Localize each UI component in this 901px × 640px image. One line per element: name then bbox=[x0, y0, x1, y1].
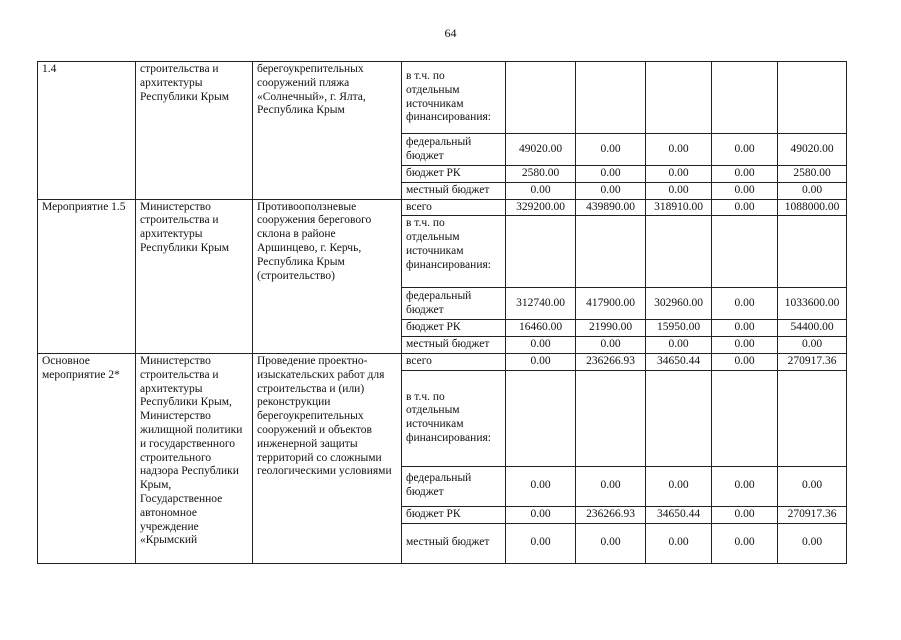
value-cell: 0.00 bbox=[778, 337, 847, 354]
object-cell: Противооползневые сооружения берегового склона в районе Аршинцево, г. Керчь, Республика Крым (строительство) bbox=[253, 199, 402, 353]
object-cell: Проведение проектно-изыскательских работ для строительства и (или) реконструкции берегоукрепительных сооружений и объектов инженерной защиты территорий со сложными геологическими условиями bbox=[253, 353, 402, 563]
measure-id: 1.4 bbox=[38, 62, 136, 200]
source-label: в т.ч. по отдельным источникам финансирования: bbox=[402, 62, 506, 134]
table-row bbox=[38, 199, 847, 216]
value-cell: 0.00 bbox=[712, 320, 778, 337]
measure-id: Мероприятие 1.5 bbox=[38, 199, 136, 353]
value-cell: 2580.00 bbox=[506, 166, 576, 183]
source-label: федеральный бюджет bbox=[402, 466, 506, 506]
value-cell: 0.00 bbox=[712, 353, 778, 370]
value-cell: 236266.93 bbox=[576, 353, 646, 370]
value-cell: 0.00 bbox=[778, 182, 847, 199]
table-row bbox=[38, 62, 847, 134]
measure-id: Основное мероприятие 2* bbox=[38, 353, 136, 563]
source-label: всего bbox=[402, 199, 506, 216]
value-cell: 0.00 bbox=[712, 182, 778, 199]
value-cell: 16460.00 bbox=[506, 320, 576, 337]
value-cell: 0.00 bbox=[506, 182, 576, 199]
value-cell: 49020.00 bbox=[506, 134, 576, 166]
source-label: в т.ч. по отдельным источникам финансирования: bbox=[402, 216, 506, 288]
value-cell: 0.00 bbox=[712, 523, 778, 563]
value-cell: 49020.00 bbox=[778, 134, 847, 166]
value-cell: 54400.00 bbox=[778, 320, 847, 337]
value-cell: 15950.00 bbox=[646, 320, 712, 337]
value-cell: 34650.44 bbox=[646, 353, 712, 370]
value-cell: 0.00 bbox=[506, 523, 576, 563]
value-cell: 318910.00 bbox=[646, 199, 712, 216]
value-cell: 0.00 bbox=[576, 466, 646, 506]
value-cell: 0.00 bbox=[646, 166, 712, 183]
source-label: федеральный бюджет bbox=[402, 134, 506, 166]
value-cell: 0.00 bbox=[778, 523, 847, 563]
value-cell: 1033600.00 bbox=[778, 288, 847, 320]
source-label: местный бюджет bbox=[402, 337, 506, 354]
value-cell: 0.00 bbox=[646, 337, 712, 354]
financing-table bbox=[37, 61, 847, 564]
value-cell: 329200.00 bbox=[506, 199, 576, 216]
value-cell: 0.00 bbox=[646, 182, 712, 199]
value-cell: 0.00 bbox=[712, 288, 778, 320]
value-cell: 417900.00 bbox=[576, 288, 646, 320]
source-label: в т.ч. по отдельным источникам финансирования: bbox=[402, 370, 506, 466]
value-cell: 0.00 bbox=[712, 506, 778, 523]
page-number: 64 bbox=[444, 26, 457, 40]
value-cell: 0.00 bbox=[506, 353, 576, 370]
value-cell: 0.00 bbox=[712, 199, 778, 216]
value-cell: 0.00 bbox=[576, 166, 646, 183]
source-label: местный бюджет bbox=[402, 182, 506, 199]
value-cell: 21990.00 bbox=[576, 320, 646, 337]
value-cell: 0.00 bbox=[506, 506, 576, 523]
value-cell: 270917.36 bbox=[778, 506, 847, 523]
value-cell: 34650.44 bbox=[646, 506, 712, 523]
value-cell: 312740.00 bbox=[506, 288, 576, 320]
value-cell: 439890.00 bbox=[576, 199, 646, 216]
value-cell: 0.00 bbox=[712, 466, 778, 506]
value-cell: 0.00 bbox=[576, 523, 646, 563]
value-cell: 0.00 bbox=[646, 134, 712, 166]
value-cell: 0.00 bbox=[712, 166, 778, 183]
value-cell: 0.00 bbox=[576, 337, 646, 354]
source-label: всего bbox=[402, 353, 506, 370]
table-row bbox=[38, 353, 847, 370]
value-cell: 1088000.00 bbox=[778, 199, 847, 216]
source-label: бюджет РК bbox=[402, 320, 506, 337]
value-cell: 0.00 bbox=[576, 134, 646, 166]
value-cell: 0.00 bbox=[576, 182, 646, 199]
value-cell: 0.00 bbox=[712, 134, 778, 166]
value-cell: 0.00 bbox=[646, 466, 712, 506]
executor-cell: Министерство строительства и архитектуры Республики Крым, Министерство жилищной политики и государственного строительного надзора Республики Крым, Государственное автономное учреждение «Крымский bbox=[136, 353, 253, 563]
source-label: бюджет РК bbox=[402, 166, 506, 183]
value-cell: 0.00 bbox=[506, 337, 576, 354]
executor-cell: строительства и архитектуры Республики Крым bbox=[136, 62, 253, 200]
value-cell: 0.00 bbox=[778, 466, 847, 506]
value-cell: 0.00 bbox=[646, 523, 712, 563]
value-cell: 0.00 bbox=[506, 466, 576, 506]
source-label: местный бюджет bbox=[402, 523, 506, 563]
object-cell: берегоукрепительных сооружений пляжа «Солнечный», г. Ялта, Республика Крым bbox=[253, 62, 402, 200]
source-label: федеральный бюджет bbox=[402, 288, 506, 320]
source-label: бюджет РК bbox=[402, 506, 506, 523]
value-cell: 2580.00 bbox=[778, 166, 847, 183]
value-cell: 270917.36 bbox=[778, 353, 847, 370]
value-cell: 302960.00 bbox=[646, 288, 712, 320]
value-cell: 236266.93 bbox=[576, 506, 646, 523]
executor-cell: Министерство строительства и архитектуры Республики Крым bbox=[136, 199, 253, 353]
value-cell: 0.00 bbox=[712, 337, 778, 354]
